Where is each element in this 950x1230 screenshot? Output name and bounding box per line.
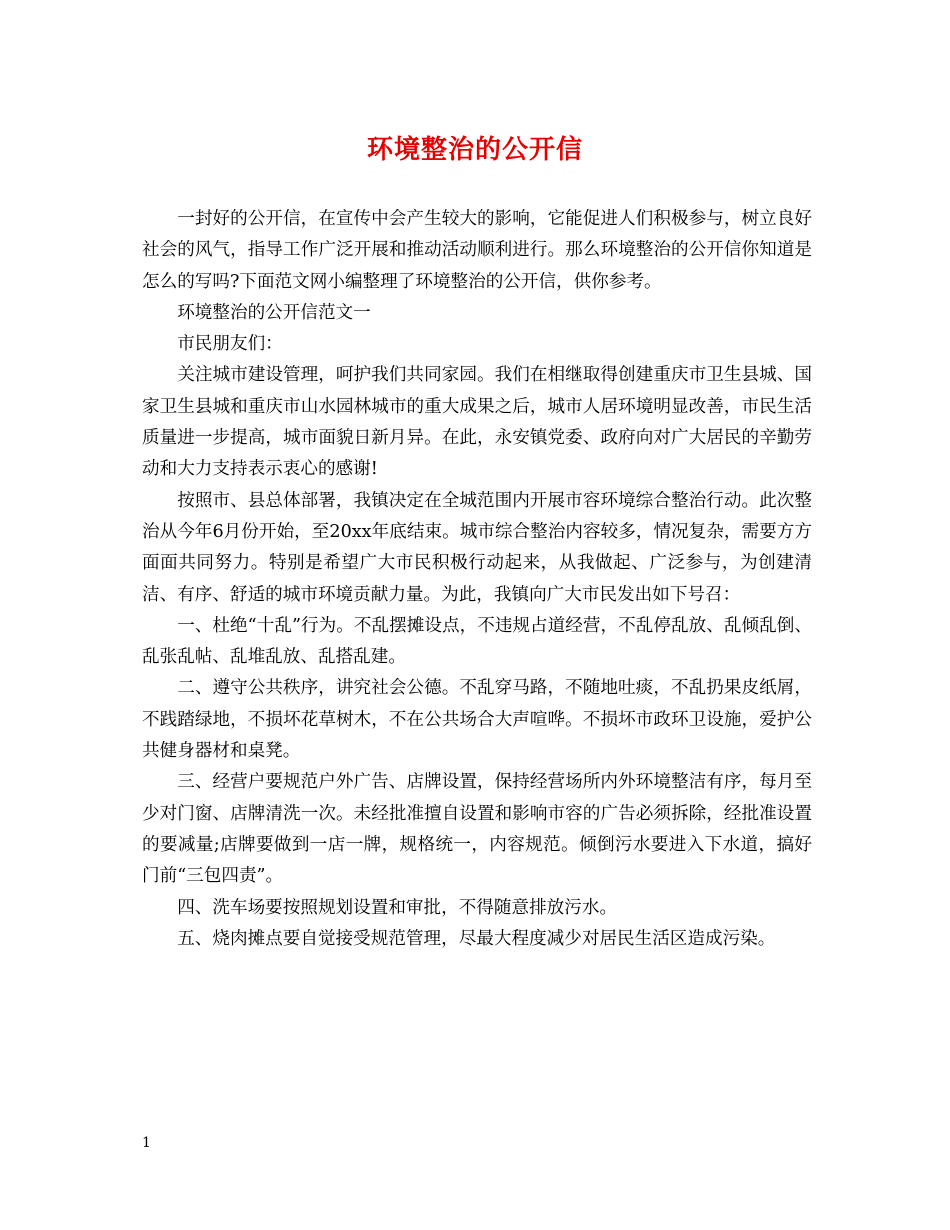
paragraph-body-1: 关注城市建设管理，呵护我们共同家园。我们在相继取得创建重庆市卫生县城、国家卫生县城和重庆市山水园林城市的重大成果之后，城市人居环境明显改善，市民生活质量进一步提高，城市面貌日新月异。在此，永安镇党委、政府向对广大居民的辛勤劳动和大力支持表示衷心的感谢! xyxy=(142,365,812,480)
paragraph-item-5: 五、烧肉摊点要自觉接受规范管理，尽最大程度减少对居民生活区造成污染。 xyxy=(177,928,776,949)
page-number: 1 xyxy=(142,1135,151,1151)
document-title: 环境整治的公开信 xyxy=(366,135,583,165)
document-body xyxy=(142,204,812,955)
paragraph-item-1: 一、杜绝“十乱”行为。不乱摆摊设点，不违规占道经营，不乱停乱放、乱倾乱倒、乱张乱帖、乱堆乱放、乱搭乱建。 xyxy=(142,615,812,668)
paragraph-section-heading: 环境整治的公开信范文一 xyxy=(177,302,371,323)
paragraph-item-2: 二、遵守公共秩序，讲究社会公德。不乱穿马路，不随地吐痰，不乱扔果皮纸屑，不践踏绿地，不损坏花草树木，不在公共场合大声喧哗。不损坏市政环卫设施，爱护公共健身器材和桌凳。 xyxy=(142,678,812,762)
paragraph-intro: 一封好的公开信，在宣传中会产生较大的影响，它能促进人们积极参与，树立良好社会的风气，指导工作广泛开展和推动活动顺利进行。那么环境整治的公开信你知道是怎么的写吗?下面范文网小编整理了环境整治的公开信，供你参考。 xyxy=(142,209,812,292)
paragraph-salutation: 市民朋友们： xyxy=(177,334,283,355)
paragraph-item-4: 四、洗车场要按照规划设置和审批，不得随意排放污水。 xyxy=(177,897,618,918)
paragraph-item-3: 三、经营户要规范户外广告、店牌设置，保持经营场所内外环境整洁有序，每月至少对门窗、店牌清洗一次。未经批准擅自设置和影响市容的广告必须拆除，经批准设置的要减量;店牌要做到一店一牌，规格统一，内容规范。倾倒污水要进入下水道，搞好门前“三包四责”。 xyxy=(142,772,812,887)
paragraph-body-2: 按照市、县总体部署，我镇决定在全城范围内开展市容环境综合整治行动。此次整治从今年6月份开始，至20xx年底结束。城市综合整治内容较多，情况复杂，需要方方面面共同努力。特别是希望广大市民积极行动起来，从我做起、广泛参与，为创建清洁、有序、舒适的城市环境贡献力量。为此，我镇向广大市民发出如下号召： xyxy=(142,490,812,605)
